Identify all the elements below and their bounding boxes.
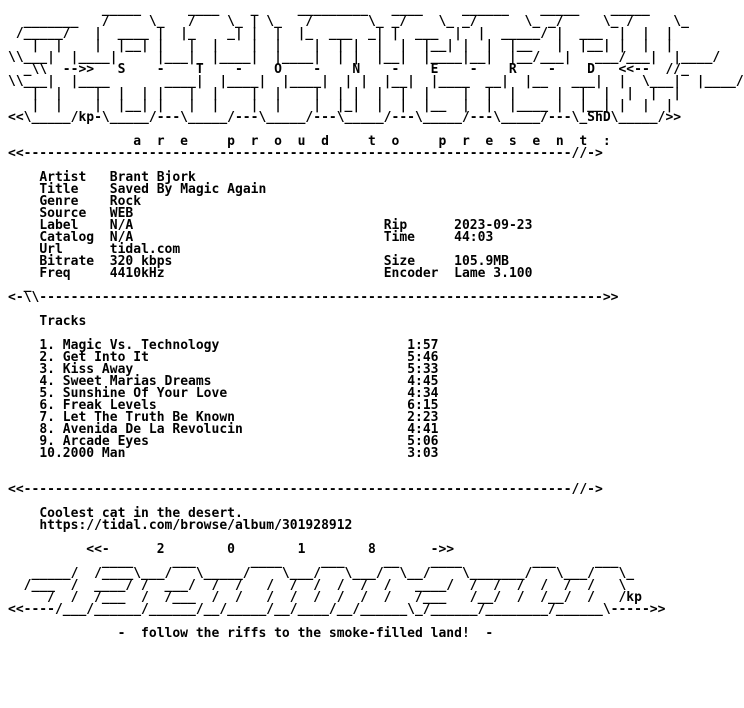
track-number: 10. <box>39 446 63 461</box>
banner-line: <<\_____/kp-\_____/---\_____/---\_____/---\_____/---\_____/---\_____/---\_ShD\_____/>> <box>8 110 682 125</box>
rip-value: 2023-09-23 <box>454 218 533 233</box>
track-number: 9. <box>39 434 55 449</box>
label-label: Label <box>39 218 79 233</box>
track-duration: 2:23 <box>407 410 439 425</box>
track-number: 8. <box>39 422 55 437</box>
catalog-label: Catalog <box>39 230 95 245</box>
year-line: <<- 2 0 1 8 ->> <box>8 542 455 557</box>
track-duration: 5:33 <box>407 362 439 377</box>
track-title: Magic Vs. Technology <box>62 338 220 353</box>
url-value: tidal.com <box>109 242 181 257</box>
encoder-value: Lame 3.100 <box>454 266 533 281</box>
banner-line: | | | | | | | | | | | | | | | | | | | | | | | | | <box>8 86 682 101</box>
track-number: 5. <box>39 386 55 401</box>
tracks-heading: Tracks <box>39 314 87 329</box>
bitrate-value: 320 kbps <box>109 254 173 269</box>
banner-group-name-line: _\\ -->> S - T - O - N - E - R - D <<-- //_ <box>8 62 689 77</box>
track-duration: 4:41 <box>407 422 439 437</box>
track-title: Kiss Away <box>62 362 134 377</box>
track-duration: 5:06 <box>407 434 439 449</box>
divider-bottom: <<----------------------------------------------------------------------//-> <box>8 482 603 497</box>
divider-top: <<----------------------------------------------------------------------//-> <box>8 146 603 161</box>
label-value: N/A <box>109 218 134 233</box>
banner-line: \\___| |____| |___| |____| |____| | | |__| |____|__| |__/___| ___/___| |____/ <box>8 50 721 65</box>
banner-line: _____ ____ _ _________ ____ ______ _____ _____ <box>8 2 650 17</box>
nfo-document: _____ ____ _ _________ ____ ______ _____ _____ _______ / \_ / \_ | \_ / \_ _/ \_ _/ \_ _/ \_ / \_ /_____/ | ____ | |_ _| | | |_ ___ _| | ___ | | _____/ | ___ | | | | | | |__| | | | | | | | | | | |__| | | |__ | |__| | | | \\___| |____| |___| |____| |____| | | |__| |____|__| |__/___| ___/___| |____/ _\\ -->> S - T - O - N - E - R - D <<-- //_ \\___| |____ ____| |____| |____| | | |__| |____ __| |__ ___| | \___| |____/ | | | | | | | | | | | | | | | | | | | | | | | | | | | | |__| | | | | | | |_| | | |__ | | |____ | |__| | | | <<\_____/kp-\_____/---\_____/---\_____/---\_____/---\_____/---\_____/---\_ShD\_____/>> a r e p r o u d t o p r e s e n t : <<----------------------------------------------------------------------//-> Artist Brant Bjork Title Saved By Magic Again Genre Rock Source WEB Label N/A Rip 2023-09-23 Catalog N/A Time 44:03 Url tidal.com Bitrate 320 kbps Size 105.9MB Freq 4410kHz Encoder Lame 3.100 _ <-\\------------------------------------------------------------------------>> Tracks 1. Magic Vs. Technology 1:57 2. Get Into It 5:46 3. Kiss Away 5:33 4. Sweet Marias Dreams 4:45 5. Sunshine Of Your Love 4:34 6. Freak Levels 6:15 7. Let The Truth Be Known 2:23 8. Avenida De La Revolucin 4:41 9. Arcade Eyes 5:06 10.2000 Man 3:03 <<----------------------------------------------------------------------//-> Coolest cat in the desert. https://tidal.com/browse/album/301928912 <<- 2 0 1 8 ->> ____ ___ ____ ___ __ ____ ___ ___ _____/ /____\___/ \_____/ \___/ \___/ \__/ \_______/ \___/ \_ /___ / ____/ / ___/ / / / / / / / / ____/ / / / / / / \ / / /___ / /___ / / / / / / / / /___ /__/ / /__/ / /kp <<----/___/______/______/__/_____/__/____/__/______\_/______/________/______\----->> - follow the riffs to the smoke-filled land! - <box>8 2 744 641</box>
rip-label: Rip <box>383 218 408 233</box>
url-label: Url <box>39 242 63 257</box>
track-number: 4. <box>39 374 55 389</box>
track-duration: 4:34 <box>407 386 439 401</box>
size-value: 105.9MB <box>454 254 509 269</box>
track-title: Freak Levels <box>62 398 157 413</box>
track-title: Sunshine Of Your Love <box>62 386 228 401</box>
genre-value: Rock <box>109 194 142 209</box>
footer-art-line: /___ / ____/ / ___/ / / / / / / / / ____/ / / / / / / \ <box>8 578 627 593</box>
banner-line: \\___| |____ ____| |____| |____| | | |__| |____ __| |__ ___| | \___| |____/ <box>8 74 744 89</box>
banner-line: _______ / \_ / \_ | \_ / \_ _/ \_ _/ \_ _/ \_ / \_ <box>8 14 689 29</box>
track-number: 7. <box>39 410 55 425</box>
track-title: Sweet Marias Dreams <box>62 374 212 389</box>
notes-line: Coolest cat in the desert. <box>39 506 243 521</box>
track-duration: 1:57 <box>407 338 439 353</box>
track-number: 6. <box>39 398 55 413</box>
track-duration: 5:46 <box>407 350 439 365</box>
track-title: Avenida De La Revolucin <box>62 422 243 437</box>
banner-line: | | | |__| | | | | | | | | | | |__| | | |__ | |__| | | | <box>8 38 674 53</box>
banner-line: | | | |__| | | | | | | |_| | | |__ | | |____ | |__| | | | <box>8 98 674 113</box>
catalog-value: N/A <box>109 230 134 245</box>
track-duration: 6:15 <box>407 398 439 413</box>
track-title: Let The Truth Be Known <box>62 410 235 425</box>
banner-line: /_____/ | ____ | |_ _| | | |_ ___ _| | ___ | | _____/ | ___ | | | <box>8 26 674 41</box>
divider-mid: <-\\------------------------------------------------------------------------>> <box>8 290 619 305</box>
album-url: https://tidal.com/browse/album/301928912 <box>39 518 353 533</box>
footer-art-line: <<----/___/______/______/__/_____/__/____/__/______\_/______/________/______\----->> <box>8 602 666 617</box>
track-number: 1. <box>39 338 55 353</box>
time-label: Time <box>383 230 416 245</box>
footer-art-line: ____ ___ ____ ___ __ ____ ___ ___ <box>8 554 619 569</box>
source-value: WEB <box>109 206 134 221</box>
track-title: Get Into It <box>62 350 149 365</box>
track-title: Arcade Eyes <box>62 434 149 449</box>
time-value: 44:03 <box>454 230 494 245</box>
track-duration: 3:03 <box>407 446 439 461</box>
footer-art-line: _____/ /____\___/ \_____/ \___/ \___/ \__/ \_______/ \___/ \_ <box>8 566 635 581</box>
artist-value: Brant Bjork <box>109 170 196 185</box>
source-label: Source <box>39 206 87 221</box>
encoder-label: Encoder <box>383 266 439 281</box>
genre-label: Genre <box>39 194 79 209</box>
artist-label: Artist <box>39 170 87 185</box>
title-value: Saved By Magic Again <box>109 182 267 197</box>
track-number: 3. <box>39 362 55 377</box>
track-duration: 4:45 <box>407 374 439 389</box>
track-title: 2000 Man <box>62 446 126 461</box>
size-label: Size <box>383 254 416 269</box>
present-line: a r e p r o u d t o p r e s e n t : <box>8 134 611 149</box>
title-label: Title <box>39 182 79 197</box>
freq-label: Freq <box>39 266 71 281</box>
footer-art-line: / / /___ / /___ / / / / / / / / /___ /__/ / /__/ / /kp <box>8 590 642 605</box>
track-number: 2. <box>39 350 55 365</box>
bitrate-label: Bitrate <box>39 254 95 269</box>
footer-tagline: - follow the riffs to the smoke-filled land! - <box>8 626 494 641</box>
freq-value: 4410kHz <box>109 266 165 281</box>
